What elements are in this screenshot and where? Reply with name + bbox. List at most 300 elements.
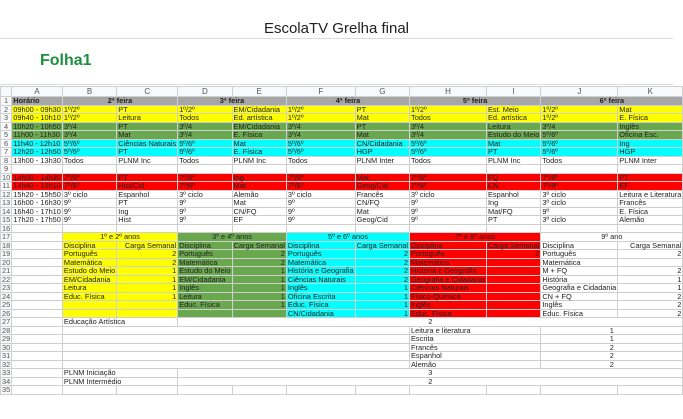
cell[interactable]: EF	[232, 216, 286, 225]
cell[interactable]: EM/Cidadania	[178, 275, 232, 284]
cell[interactable]: Mat/FQ	[486, 207, 540, 216]
cell[interactable]: CN	[486, 182, 540, 191]
cell[interactable]: 3º/4	[286, 122, 355, 131]
row-header[interactable]: 7	[1, 148, 12, 157]
cell[interactable]	[232, 309, 286, 318]
cell[interactable]: PT	[618, 173, 683, 182]
cell[interactable]	[12, 326, 63, 335]
cell[interactable]: Oficina Esc.	[618, 131, 683, 140]
cell[interactable]: 1	[618, 284, 683, 293]
cell[interactable]: 1	[232, 292, 286, 301]
cell[interactable]: E. Física	[618, 114, 683, 123]
cell[interactable]: Educ. Física	[541, 309, 618, 318]
cell[interactable]: Português	[286, 250, 355, 259]
cell[interactable]: 3º/4	[178, 131, 232, 140]
cell[interactable]: 3	[178, 369, 683, 378]
row-header[interactable]: 19	[2, 249, 11, 259]
corner-cell[interactable]	[1, 87, 12, 97]
cell[interactable]: Estudo do Meio	[487, 130, 540, 140]
row-header[interactable]: 3	[1, 114, 12, 123]
cell[interactable]: Ciências Naturais	[118, 138, 177, 148]
row-header[interactable]: 5	[1, 131, 12, 140]
cell[interactable]: Ciências Naturais	[286, 275, 355, 284]
cell[interactable]	[618, 258, 683, 267]
cell[interactable]: Mat	[117, 131, 178, 140]
cell[interactable]: PT	[355, 105, 409, 114]
cell[interactable]: 5º e 6º anos	[286, 233, 409, 242]
cell[interactable]: PLNM Inc	[117, 156, 178, 165]
row-header[interactable]: 20	[2, 257, 11, 267]
row-header[interactable]: 22	[2, 274, 11, 284]
cell[interactable]	[12, 360, 63, 369]
cell[interactable]: Disciplina	[541, 241, 618, 250]
row-header[interactable]: 6	[1, 139, 12, 148]
cell[interactable]	[117, 309, 178, 318]
cell[interactable]: Geografia e Cidadania	[542, 283, 617, 293]
cell[interactable]: Escrita	[410, 335, 541, 344]
cell[interactable]: Geog/Cid	[355, 182, 409, 191]
cell[interactable]: 9º	[178, 199, 232, 208]
row-header[interactable]: 11	[2, 181, 10, 191]
cell[interactable]: 1	[232, 301, 286, 310]
cell[interactable]: Mat	[618, 105, 683, 114]
row-header[interactable]: 16	[2, 223, 11, 233]
cell[interactable]: Inglês	[541, 301, 618, 310]
cell[interactable]: 3º e 4º anos	[178, 233, 287, 242]
cell[interactable]	[12, 275, 63, 284]
cell[interactable]: E. Física	[618, 207, 683, 216]
cell[interactable]	[117, 165, 178, 174]
cell[interactable]: Ing	[232, 173, 286, 182]
cell[interactable]: 3º ciclo	[541, 216, 618, 225]
cell[interactable]: Alemão	[618, 216, 683, 225]
cell[interactable]: 1	[117, 275, 178, 284]
cell[interactable]: História e Geografia	[287, 266, 354, 276]
cell[interactable]: 1	[117, 284, 178, 293]
cell[interactable]: 2	[355, 258, 409, 267]
cell[interactable]: 1	[232, 267, 286, 276]
cell[interactable]: Matemática	[178, 258, 232, 267]
row-header[interactable]: 18	[2, 240, 11, 250]
cell[interactable]: 1	[117, 292, 178, 301]
cell[interactable]: Português	[62, 250, 116, 259]
cell[interactable]	[410, 165, 487, 174]
cell[interactable]: CN/FQ	[355, 199, 409, 208]
cell[interactable]	[355, 165, 409, 174]
cell[interactable]: 9º	[410, 207, 487, 216]
cell[interactable]: 3º/4	[286, 131, 355, 140]
cell[interactable]: 4ª feira	[286, 97, 409, 106]
cell[interactable]: 5º/6º	[541, 148, 618, 157]
cell[interactable]	[541, 386, 618, 395]
cell[interactable]	[62, 352, 409, 361]
cell[interactable]: 1º/2º	[62, 114, 116, 123]
cell[interactable]: Disciplina	[410, 241, 487, 250]
cell[interactable]	[117, 386, 178, 395]
cell[interactable]: PLNM Inc	[232, 156, 286, 165]
cell[interactable]	[486, 301, 540, 310]
cell[interactable]	[62, 386, 116, 395]
cell[interactable]	[486, 258, 540, 267]
cell[interactable]: 2	[355, 250, 409, 259]
cell[interactable]: Oficina Escrita	[286, 292, 355, 301]
cell[interactable]: Todos	[541, 156, 618, 165]
cell[interactable]: Mat	[355, 131, 409, 140]
cell[interactable]: Educ. Física	[286, 301, 355, 310]
cell[interactable]: Estudo do Meio	[63, 266, 116, 276]
cell[interactable]	[12, 250, 63, 259]
cell[interactable]: PT	[117, 199, 178, 208]
cell[interactable]	[178, 165, 232, 174]
cell[interactable]: 9º	[410, 216, 487, 225]
cell[interactable]: 2	[178, 377, 683, 386]
cell[interactable]: PLNM Intermédio	[62, 377, 177, 386]
cell[interactable]: 1	[541, 335, 683, 344]
cell[interactable]: Português	[178, 250, 232, 259]
column-header-a[interactable]: A	[12, 87, 63, 97]
cell[interactable]	[486, 267, 540, 276]
cell[interactable]: 2	[618, 292, 683, 301]
cell[interactable]	[62, 343, 409, 352]
cell[interactable]	[486, 165, 540, 174]
cell[interactable]: Todos	[410, 156, 487, 165]
cell[interactable]: 5ª feira	[410, 97, 541, 106]
cell[interactable]: Espanhol	[486, 190, 540, 199]
cell[interactable]	[12, 284, 63, 293]
cell[interactable]: Carga Semanal	[233, 240, 285, 250]
cell[interactable]: 2	[178, 318, 683, 327]
cell[interactable]: Leitura	[62, 284, 116, 293]
cell[interactable]	[117, 301, 178, 310]
cell[interactable]: Mat	[232, 182, 286, 191]
cell[interactable]: 12h20 - 12h50	[13, 147, 61, 157]
cell[interactable]: 7º/8º	[178, 182, 232, 191]
cell[interactable]	[12, 335, 63, 344]
cell[interactable]: Inglês	[410, 301, 487, 310]
cell[interactable]	[12, 292, 63, 301]
cell[interactable]: E. Física	[232, 131, 286, 140]
cell[interactable]: Ciências Naturais	[410, 284, 487, 293]
cell[interactable]: 10h20 - 10h50	[13, 121, 61, 131]
cell[interactable]	[232, 165, 286, 174]
row-header[interactable]: 28	[2, 325, 11, 335]
cell[interactable]: Carga Semanal	[487, 240, 540, 250]
cell[interactable]: 09h00 - 09h30	[13, 104, 61, 114]
cell[interactable]: 3º ciclo	[62, 190, 116, 199]
row-header[interactable]: 13	[2, 198, 11, 208]
cell[interactable]: Leitura e Literatura	[619, 189, 682, 199]
cell[interactable]	[62, 165, 116, 174]
cell[interactable]: 2	[232, 250, 286, 259]
column-header-f[interactable]: F	[286, 87, 355, 97]
cell[interactable]	[12, 258, 63, 267]
cell[interactable]: Educ. Física	[410, 309, 487, 318]
cell[interactable]: 9º	[62, 199, 116, 208]
cell[interactable]	[12, 318, 63, 327]
row-header[interactable]: 27	[2, 317, 11, 327]
cell[interactable]: 1	[618, 275, 683, 284]
cell[interactable]: 2	[355, 267, 409, 276]
cell[interactable]	[12, 233, 63, 242]
cell[interactable]: Matemática	[286, 258, 355, 267]
row-header[interactable]: 2	[1, 105, 12, 114]
cell[interactable]: 1º/2º	[286, 105, 355, 114]
cell[interactable]: CN + FQ	[541, 292, 618, 301]
row-header[interactable]: 31	[2, 351, 11, 361]
cell[interactable]: Geografia e Cidadania	[411, 274, 485, 284]
cell[interactable]	[232, 386, 286, 395]
cell[interactable]	[486, 386, 540, 395]
cell[interactable]: 2	[618, 267, 683, 276]
cell[interactable]: 3º/4	[62, 122, 116, 131]
row-header[interactable]: 8	[1, 156, 12, 165]
cell[interactable]	[12, 224, 63, 233]
cell[interactable]: 9º	[178, 207, 232, 216]
cell[interactable]: 2	[541, 352, 683, 361]
cell[interactable]: 5º/6º	[410, 148, 487, 157]
cell[interactable]: 2	[618, 250, 683, 259]
cell[interactable]: 9º	[62, 207, 116, 216]
cell[interactable]: 7º/8º	[286, 173, 355, 182]
cell[interactable]: 9º	[286, 199, 355, 208]
column-header-e[interactable]: E	[232, 87, 286, 97]
cell[interactable]	[12, 352, 63, 361]
cell[interactable]: Ing	[486, 199, 540, 208]
cell[interactable]	[286, 165, 355, 174]
row-header[interactable]: 29	[2, 334, 11, 344]
cell[interactable]: Ed. artística	[232, 114, 286, 123]
cell[interactable]: Todos	[178, 114, 232, 123]
cell[interactable]: 2ª feira	[62, 97, 177, 106]
cell[interactable]: 3º ciclo	[178, 190, 232, 199]
cell[interactable]: 9º	[178, 216, 232, 225]
cell[interactable]: Mat	[355, 114, 409, 123]
cell[interactable]: Ing	[618, 139, 683, 148]
row-header[interactable]: 23	[2, 283, 11, 293]
cell[interactable]: Educ. Física	[62, 292, 116, 301]
cell[interactable]: Leitura	[486, 122, 540, 131]
cell[interactable]: EF	[618, 182, 683, 191]
cell[interactable]: 5º/6º	[541, 139, 618, 148]
cell[interactable]: Disciplina	[286, 241, 355, 250]
cell[interactable]: História	[541, 275, 618, 284]
cell[interactable]: Todos	[178, 156, 232, 165]
cell[interactable]: PT	[486, 148, 540, 157]
cell[interactable]: Ed. artística	[486, 114, 540, 123]
cell[interactable]	[12, 369, 63, 378]
cell[interactable]: 9º	[62, 216, 116, 225]
cell[interactable]: Alemão	[410, 360, 541, 369]
cell[interactable]: 5º/6º	[410, 139, 487, 148]
row-header[interactable]: 25	[2, 300, 11, 310]
column-header-g[interactable]: G	[355, 87, 409, 97]
cell[interactable]: Português	[410, 250, 487, 259]
cell[interactable]	[12, 301, 63, 310]
cell[interactable]: 5º/6º	[286, 139, 355, 148]
cell[interactable]: Todos	[286, 156, 355, 165]
cell[interactable]: 15h20 - 15h50	[13, 189, 61, 199]
cell[interactable]: 7º/8º	[410, 173, 487, 182]
cell[interactable]: EM/Cidadania	[232, 122, 286, 131]
cell[interactable]: 14h40 - 15h10	[13, 181, 61, 191]
cell[interactable]: PT	[117, 122, 178, 131]
cell[interactable]: 2	[618, 301, 683, 310]
cell[interactable]	[12, 343, 63, 352]
cell[interactable]: PT	[355, 122, 409, 131]
cell[interactable]: 1	[355, 284, 409, 293]
cell[interactable]: 1º/2º	[541, 105, 618, 114]
cell[interactable]: 2	[117, 258, 178, 267]
cell[interactable]: PLNM Inter	[618, 156, 683, 165]
cell[interactable]	[12, 241, 63, 250]
cell[interactable]: 7º/8º	[410, 182, 487, 191]
cell[interactable]: Alemão	[232, 190, 286, 199]
cell[interactable]: 09h40 - 10h10	[13, 113, 61, 123]
cell[interactable]: Disciplina	[62, 241, 116, 250]
cell[interactable]: 1	[355, 301, 409, 310]
cell[interactable]	[486, 275, 540, 284]
cell[interactable]: EM/Cidadania	[62, 275, 116, 284]
cell[interactable]: HGP	[618, 148, 683, 157]
row-header[interactable]: 12	[2, 189, 11, 199]
row-header[interactable]: 1	[1, 97, 12, 106]
row-header[interactable]: 35	[2, 385, 11, 395]
cell[interactable]	[410, 386, 487, 395]
cell[interactable]: 14h00 - 14h30	[13, 172, 61, 182]
cell[interactable]	[178, 309, 232, 318]
cell[interactable]: 1º/2º	[541, 114, 618, 123]
cell[interactable]: 1º e 2º anos	[62, 233, 177, 242]
cell[interactable]: 7º/8º	[286, 182, 355, 191]
cell[interactable]: Espanhol	[410, 352, 541, 361]
cell[interactable]: 5º/6º	[62, 148, 116, 157]
cell[interactable]: Matemática	[541, 258, 618, 267]
cell[interactable]: PLNM Inter	[355, 156, 409, 165]
cell[interactable]: CN/Cidadania	[286, 309, 355, 318]
cell[interactable]: 1º/2º	[178, 105, 232, 114]
cell[interactable]: 3º/4	[410, 122, 487, 131]
cell[interactable]: Espanhol	[117, 190, 178, 199]
cell[interactable]: Carga Semanal	[618, 241, 683, 250]
cell[interactable]	[486, 284, 540, 293]
cell[interactable]: 2	[486, 250, 540, 259]
cell[interactable]: 9º	[541, 207, 618, 216]
cell[interactable]: Mat	[355, 207, 409, 216]
row-header[interactable]: 32	[2, 359, 11, 369]
cell[interactable]	[12, 377, 63, 386]
cell[interactable]	[12, 386, 63, 395]
cell[interactable]: HGP	[355, 148, 409, 157]
cell[interactable]	[12, 309, 63, 318]
cell[interactable]: CN/FQ	[232, 207, 286, 216]
row-header[interactable]: 9	[1, 165, 12, 174]
cell[interactable]: 7º/8º	[541, 182, 618, 191]
cell[interactable]: 1	[355, 309, 409, 318]
cell[interactable]: 9º	[286, 207, 355, 216]
cell[interactable]: 3º ciclo	[541, 190, 618, 199]
cell[interactable]: Educ. Física	[178, 301, 232, 310]
cell[interactable]: Todos	[410, 114, 487, 123]
cell[interactable]: 2	[541, 360, 683, 369]
cell[interactable]: 1º/2º	[410, 105, 487, 114]
cell[interactable]: Ing	[117, 207, 178, 216]
cell[interactable]: Francês	[618, 199, 683, 208]
cell[interactable]: PT	[117, 105, 178, 114]
row-header[interactable]: 4	[1, 122, 12, 131]
cell[interactable]: 2	[232, 258, 286, 267]
row-header[interactable]: 21	[2, 266, 11, 276]
cell[interactable]: 7º/8º	[62, 182, 116, 191]
cell[interactable]: 3º/4	[178, 122, 232, 131]
cell[interactable]: 7º e 8º anos	[410, 233, 541, 242]
cell[interactable]: 11h40 - 12h10	[12, 139, 63, 148]
cell[interactable]	[541, 165, 618, 174]
cell[interactable]: Hist	[117, 216, 178, 225]
row-header[interactable]: 33	[2, 368, 11, 378]
cell[interactable]	[62, 301, 116, 310]
cell[interactable]: Português	[541, 250, 618, 259]
cell[interactable]: 3º/4	[62, 131, 116, 140]
cell[interactable]: 1	[541, 326, 683, 335]
cell[interactable]: História e Geografia	[410, 267, 487, 276]
cell[interactable]: Leitura e literatura	[410, 326, 541, 335]
cell[interactable]: 5º/6º	[178, 139, 232, 148]
cell[interactable]: M + FQ	[541, 267, 618, 276]
cell[interactable]: 1	[355, 292, 409, 301]
cell[interactable]: Mat	[355, 173, 409, 182]
cell[interactable]: 5º/6º	[286, 148, 355, 157]
cell[interactable]: Francês	[355, 190, 409, 199]
cell[interactable]: Físico-Química	[410, 292, 487, 301]
cell[interactable]	[486, 309, 540, 318]
cell[interactable]: PT	[117, 173, 178, 182]
row-header[interactable]: 15	[2, 215, 11, 225]
cell[interactable]: 13h00 - 13h30	[13, 155, 61, 165]
cell[interactable]: 2	[618, 309, 683, 318]
row-header[interactable]: 17	[2, 232, 11, 242]
cell[interactable]: Hist/Cid	[117, 182, 178, 191]
cell[interactable]: 5º/6º	[178, 148, 232, 157]
cell[interactable]: 3ª feira	[178, 97, 287, 106]
cell[interactable]: EM/Cidadania	[232, 105, 286, 114]
cell[interactable]	[618, 386, 683, 395]
row-header[interactable]: 24	[2, 291, 11, 301]
cell[interactable]: Mat	[232, 199, 286, 208]
cell[interactable]	[178, 386, 232, 395]
cell[interactable]: 7º/8º	[541, 173, 618, 182]
column-header-h[interactable]: H	[410, 87, 487, 97]
cell[interactable]: Inglês	[178, 284, 232, 293]
cell[interactable]: PLNM Iniciação	[62, 369, 177, 378]
cell[interactable]: Estudo do Meio	[179, 266, 231, 276]
cell[interactable]: Inglês	[618, 122, 683, 131]
cell[interactable]: 3º ciclo	[541, 199, 618, 208]
cell[interactable]: 3º ciclo	[286, 190, 355, 199]
cell[interactable]: 6ª feira	[541, 97, 683, 106]
cell[interactable]: 2	[355, 275, 409, 284]
cell[interactable]: Horário	[12, 97, 63, 106]
cell[interactable]	[486, 292, 540, 301]
cell[interactable]: Mat	[486, 139, 540, 148]
column-header-k[interactable]: K	[618, 87, 683, 97]
column-header-j[interactable]: J	[541, 87, 618, 97]
row-header[interactable]: 10	[2, 172, 11, 182]
cell[interactable]: Mat	[232, 139, 286, 148]
cell[interactable]: 3º/4	[410, 131, 487, 140]
cell[interactable]: 7º/8º	[178, 173, 232, 182]
column-header-d[interactable]: D	[178, 87, 232, 97]
cell[interactable]	[12, 267, 63, 276]
